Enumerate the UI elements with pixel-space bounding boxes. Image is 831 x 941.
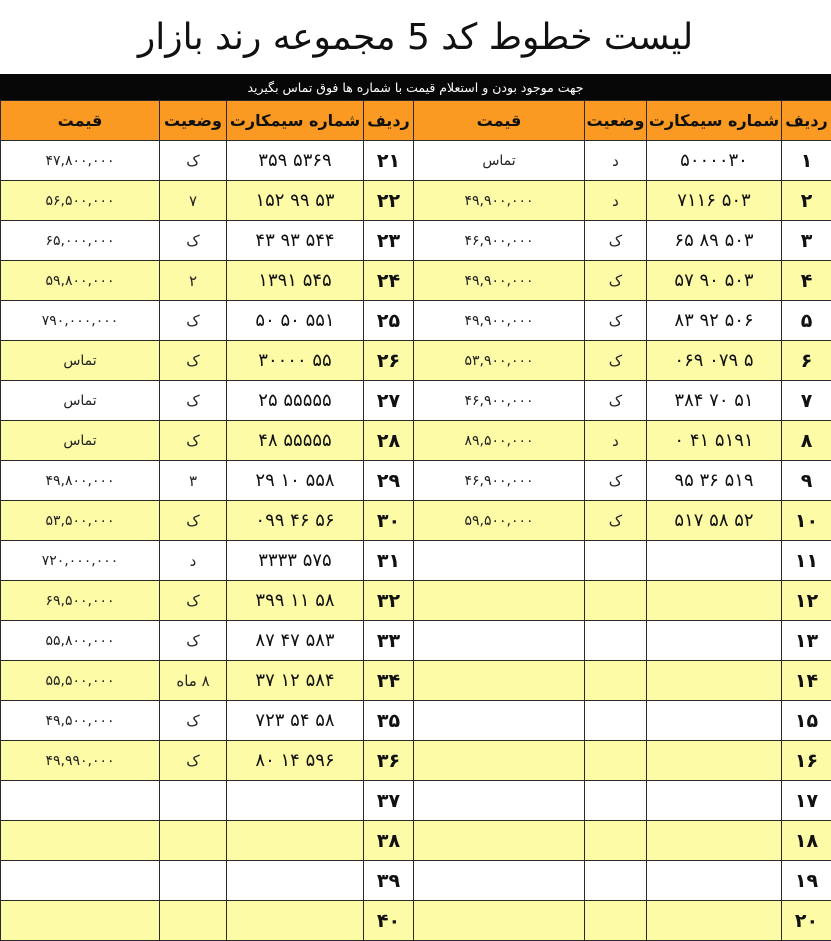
table-row [1, 821, 831, 861]
sim-number-cell [647, 581, 782, 621]
price-cell: ۵۵,۸۰۰,۰۰۰ [1, 621, 160, 661]
status-cell: ۳ [160, 461, 227, 501]
sim-number-cell: ۵۱۹ ۳۶ ۹۵ [647, 461, 782, 501]
row-index-cell: ۷ [782, 381, 831, 421]
status-cell: د [585, 181, 647, 221]
row-index-cell: ۳۵ [364, 701, 414, 741]
row-index-cell: ۳ [782, 221, 831, 261]
sim-number-cell: ۵۰۰۰۰۳۰ [647, 141, 782, 181]
row-index-cell: ۵ [782, 301, 831, 341]
sim-number-cell [227, 861, 364, 901]
status-cell: ۷ [160, 181, 227, 221]
status-cell [585, 661, 647, 701]
header-status: وضعیت [585, 101, 647, 141]
sim-number-cell: ۵۵۸ ۱۰ ۲۹ [227, 461, 364, 501]
status-cell: ک [160, 701, 227, 741]
price-cell: تماس [1, 341, 160, 381]
sim-number-cell [227, 821, 364, 861]
table-row [1, 181, 831, 221]
sim-number-cell: ۵۴۵ ۱۳۹۱ [227, 261, 364, 301]
status-cell: ۸ ماه [160, 661, 227, 701]
status-cell: ک [585, 461, 647, 501]
price-cell [414, 541, 585, 581]
price-cell: ۷۹۰,۰۰۰,۰۰۰ [1, 301, 160, 341]
status-cell: ک [160, 581, 227, 621]
status-cell: ک [160, 501, 227, 541]
price-cell: ۴۶,۹۰۰,۰۰۰ [414, 461, 585, 501]
status-cell: ک [160, 341, 227, 381]
table-row [1, 541, 831, 581]
row-index-cell: ۲ [782, 181, 831, 221]
status-cell [585, 901, 647, 941]
sim-number-table [0, 100, 831, 941]
status-cell: ک [585, 221, 647, 261]
price-cell [414, 741, 585, 781]
row-index-cell: ۳۹ [364, 861, 414, 901]
price-cell [1, 901, 160, 941]
price-cell: ۶۹,۵۰۰,۰۰۰ [1, 581, 160, 621]
table-row [1, 221, 831, 261]
row-index-cell: ۱۱ [782, 541, 831, 581]
row-index-cell: ۳۶ [364, 741, 414, 781]
price-cell: تماس [1, 421, 160, 461]
header-number: شماره سیمکارت [647, 101, 782, 141]
status-cell: ۲ [160, 261, 227, 301]
sim-number-cell: ۵۱ ۷۰ ۳۸۴ [647, 381, 782, 421]
status-cell [585, 541, 647, 581]
status-cell: ک [585, 381, 647, 421]
row-index-cell: ۱۶ [782, 741, 831, 781]
sim-number-cell: ۵۵ ۳۰۰۰۰ [227, 341, 364, 381]
table-row [1, 381, 831, 421]
status-cell [585, 741, 647, 781]
price-cell [1, 781, 160, 821]
sim-number-cell: ۵۵۵۵۵ ۴۸ [227, 421, 364, 461]
header-number: شماره سیمکارت [227, 101, 364, 141]
table-row [1, 741, 831, 781]
row-index-cell: ۲۶ [364, 341, 414, 381]
price-cell [414, 861, 585, 901]
row-index-cell: ۲۱ [364, 141, 414, 181]
row-index-cell: ۳۰ [364, 501, 414, 541]
status-cell: ک [585, 341, 647, 381]
sim-number-cell [227, 781, 364, 821]
row-index-cell: ۲۴ [364, 261, 414, 301]
status-cell: ک [160, 221, 227, 261]
price-cell: تماس [1, 381, 160, 421]
table-row [1, 621, 831, 661]
row-index-cell: ۱۴ [782, 661, 831, 701]
sim-number-cell [647, 861, 782, 901]
sim-number-cell: ۵۵۵۵۵ ۲۵ [227, 381, 364, 421]
price-cell: ۵۶,۵۰۰,۰۰۰ [1, 181, 160, 221]
row-index-cell: ۱۳ [782, 621, 831, 661]
table-row [1, 461, 831, 501]
status-cell [585, 701, 647, 741]
sim-number-cell: ۵۰۳ ۹۰ ۵۷ [647, 261, 782, 301]
sim-number-cell: ۵۸۴ ۱۲ ۳۷ [227, 661, 364, 701]
price-cell [414, 781, 585, 821]
price-cell: ۵۳,۵۰۰,۰۰۰ [1, 501, 160, 541]
status-cell: ک [585, 261, 647, 301]
price-cell: ۴۹,۹۰۰,۰۰۰ [414, 181, 585, 221]
row-index-cell: ۱۰ [782, 501, 831, 541]
price-cell: ۵۹,۵۰۰,۰۰۰ [414, 501, 585, 541]
price-cell: ۴۹,۹۰۰,۰۰۰ [414, 261, 585, 301]
sim-number-cell: ۵۰۳ ۸۹ ۶۵ [647, 221, 782, 261]
header-price: قیمت [1, 101, 160, 141]
table-row [1, 501, 831, 541]
table-row [1, 141, 831, 181]
price-cell [1, 821, 160, 861]
row-index-cell: ۱۸ [782, 821, 831, 861]
row-index-cell: ۳۴ [364, 661, 414, 701]
sim-number-cell: ۵۴۴ ۹۳ ۴۳ [227, 221, 364, 261]
table-row [1, 341, 831, 381]
status-cell: ک [160, 301, 227, 341]
table-row [1, 261, 831, 301]
price-cell: ۴۹,۹۰۰,۰۰۰ [414, 301, 585, 341]
price-cell [414, 901, 585, 941]
price-cell: ۵۳,۹۰۰,۰۰۰ [414, 341, 585, 381]
table-row [1, 421, 831, 461]
row-index-cell: ۴۰ [364, 901, 414, 941]
price-cell: ۵۵,۵۰۰,۰۰۰ [1, 661, 160, 701]
price-cell: ۷۲۰,۰۰۰,۰۰۰ [1, 541, 160, 581]
table-row [1, 661, 831, 701]
status-cell [585, 621, 647, 661]
table-row [1, 581, 831, 621]
status-cell: ک [160, 621, 227, 661]
row-index-cell: ۱ [782, 141, 831, 181]
price-cell [414, 581, 585, 621]
row-index-cell: ۱۲ [782, 581, 831, 621]
row-index-cell: ۴ [782, 261, 831, 301]
sim-number-cell: ۵۸۳ ۴۷ ۸۷ [227, 621, 364, 661]
header-radif: ردیف [364, 101, 414, 141]
row-index-cell: ۱۷ [782, 781, 831, 821]
row-index-cell: ۹ [782, 461, 831, 501]
row-index-cell: ۳۲ [364, 581, 414, 621]
sim-number-cell [227, 901, 364, 941]
sim-number-cell: ۵۱۹۱ ۴۱ ۰ [647, 421, 782, 461]
sim-number-cell: ۵۳ ۹۹ ۱۵۲ [227, 181, 364, 221]
table-row [1, 861, 831, 901]
row-index-cell: ۸ [782, 421, 831, 461]
sim-number-cell [647, 781, 782, 821]
status-cell [160, 861, 227, 901]
status-cell: ک [160, 381, 227, 421]
status-cell [585, 581, 647, 621]
status-cell [160, 901, 227, 941]
contact-notice: جهت موجود بودن و استعلام قیمت با شماره ها فوق تماس بگیرید [0, 74, 831, 100]
status-cell: د [585, 421, 647, 461]
status-cell [585, 821, 647, 861]
row-index-cell: ۲۲ [364, 181, 414, 221]
sim-number-cell: ۵۶ ۴۶ ۰۹۹ [227, 501, 364, 541]
price-cell [414, 621, 585, 661]
table-header-row [1, 101, 831, 141]
row-index-cell: ۱۹ [782, 861, 831, 901]
status-cell: د [585, 141, 647, 181]
price-cell: ۵۹,۸۰۰,۰۰۰ [1, 261, 160, 301]
sim-number-cell: ۵۳۶۹ ۳۵۹ [227, 141, 364, 181]
sim-number-cell: ۵۷۵ ۳۳۳۳ [227, 541, 364, 581]
sim-number-cell: ۵۸ ۱۱ ۳۹۹ [227, 581, 364, 621]
table-row [1, 701, 831, 741]
status-cell [160, 781, 227, 821]
price-cell: ۸۹,۵۰۰,۰۰۰ [414, 421, 585, 461]
sim-number-cell: ۵۰۳ ۷۱۱۶ [647, 181, 782, 221]
status-cell [585, 861, 647, 901]
sim-number-cell [647, 661, 782, 701]
status-cell [160, 821, 227, 861]
row-index-cell: ۲۸ [364, 421, 414, 461]
price-cell: ۴۹,۸۰۰,۰۰۰ [1, 461, 160, 501]
row-index-cell: ۱۵ [782, 701, 831, 741]
sim-number-cell [647, 701, 782, 741]
sim-number-cell [647, 621, 782, 661]
price-cell: ۴۷,۸۰۰,۰۰۰ [1, 141, 160, 181]
price-cell [414, 821, 585, 861]
header-status: وضعیت [160, 101, 227, 141]
row-index-cell: ۳۱ [364, 541, 414, 581]
sim-number-cell: ۵۵۱ ۵۰ ۵۰ [227, 301, 364, 341]
row-index-cell: ۳۳ [364, 621, 414, 661]
price-cell [1, 861, 160, 901]
status-cell [585, 781, 647, 821]
sim-number-cell: ۵۲ ۵۸ ۵۱۷ [647, 501, 782, 541]
sim-number-cell [647, 741, 782, 781]
sim-number-cell: ۵۹۶ ۱۴ ۸۰ [227, 741, 364, 781]
sim-number-cell [647, 821, 782, 861]
sim-number-cell [647, 541, 782, 581]
sim-number-cell: ۵۸ ۵۴ ۷۲۳ [227, 701, 364, 741]
row-index-cell: ۲۳ [364, 221, 414, 261]
status-cell: ک [585, 501, 647, 541]
status-cell: ک [160, 741, 227, 781]
status-cell: د [160, 541, 227, 581]
table-row [1, 781, 831, 821]
price-cell: تماس [414, 141, 585, 181]
table-row [1, 901, 831, 941]
status-cell: ک [160, 421, 227, 461]
row-index-cell: ۲۵ [364, 301, 414, 341]
status-cell: ک [160, 141, 227, 181]
price-cell: ۴۹,۵۰۰,۰۰۰ [1, 701, 160, 741]
row-index-cell: ۲۰ [782, 901, 831, 941]
sim-number-cell [647, 901, 782, 941]
price-cell: ۴۹,۹۹۰,۰۰۰ [1, 741, 160, 781]
price-cell: ۴۶,۹۰۰,۰۰۰ [414, 221, 585, 261]
header-price: قیمت [414, 101, 585, 141]
row-index-cell: ۶ [782, 341, 831, 381]
price-cell: ۶۵,۰۰۰,۰۰۰ [1, 221, 160, 261]
sim-number-cell: ۵ ۰۷۹ ۰۶۹ [647, 341, 782, 381]
header-radif: ردیف [782, 101, 831, 141]
row-index-cell: ۳۷ [364, 781, 414, 821]
row-index-cell: ۲۹ [364, 461, 414, 501]
price-cell [414, 661, 585, 701]
table-row [1, 301, 831, 341]
row-index-cell: ۳۸ [364, 821, 414, 861]
price-cell [414, 701, 585, 741]
sim-number-cell: ۵۰۶ ۹۲ ۸۳ [647, 301, 782, 341]
status-cell: ک [585, 301, 647, 341]
page-title: لیست خطوط کد 5 مجموعه رند بازار [0, 0, 831, 74]
price-cell: ۴۶,۹۰۰,۰۰۰ [414, 381, 585, 421]
row-index-cell: ۲۷ [364, 381, 414, 421]
